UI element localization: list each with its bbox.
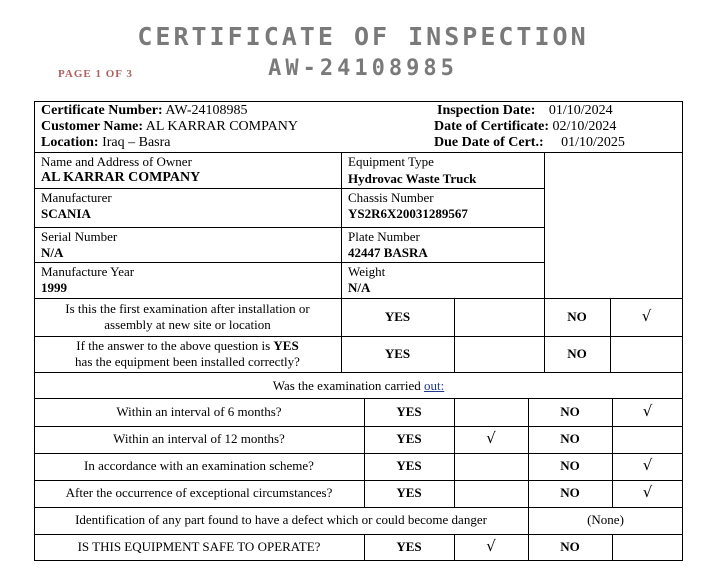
installed-correctly-question [34,338,341,370]
interval-6-no: NO [560,404,580,419]
customer-name-value: AL KARRAR COMPANY [145,119,298,134]
first-exam-yes: YES [384,309,411,324]
first-exam-question [34,301,341,333]
scheme-question: In accordance with an examination scheme? [84,458,314,473]
interval-12-no: NO [560,431,580,446]
defect-question: Identification of any part found to have a defect which or could become danger [75,512,487,527]
exam-heading-link: out: [424,378,445,393]
safe-yes: YES [396,539,422,554]
certificate-date-value: 02/10/2024 [552,119,617,134]
safe-question: IS THIS EQUIPMENT SAFE TO OPERATE? [77,539,321,554]
page-label: PAGE 1 OF 3 [58,68,133,80]
customer-name-row [41,119,298,135]
due-date-label: Due Date of Cert.: [434,135,544,150]
exam-heading [34,378,683,394]
certificate-id-heading: AW-24108985 [268,56,458,81]
exam-heading-text: Was the examination carried [272,378,425,393]
certificate-date-row [434,119,616,135]
equipment-type-label: Equipment Type [348,154,434,169]
certificate-number-label: Certificate Number: [41,103,163,118]
inspection-date-label: Inspection Date: [437,103,536,118]
safe-no: NO [560,539,580,554]
defect-answer: (None) [587,512,624,527]
owner-value: AL KARRAR COMPANY [41,170,201,185]
first-exam-question-line2: assembly at new site or location [104,317,271,332]
interval-12-yes-check: √ [486,429,496,447]
serial-label: Serial Number [41,229,118,244]
inspection-date-value: 01/10/2024 [548,103,613,118]
year-label: Manufacture Year [41,264,135,279]
weight-value: N/A [348,280,371,295]
scheme-no-check: √ [642,456,653,474]
owner-label: Name and Address of Owner [41,154,192,169]
first-exam-question-line1: Is this the first examination after installation or [65,301,310,316]
interval-6-question: Within an interval of 6 months? [116,404,282,419]
location-label: Location: [41,135,99,150]
interval-12-question: Within an interval of 12 months? [113,431,285,446]
exceptional-no-check: √ [642,483,653,501]
year-value: 1999 [41,280,67,295]
exceptional-no: NO [560,485,580,500]
plate-label: Plate Number [348,229,420,244]
safe-yes-check: √ [486,537,496,555]
manufacturer-label: Manufacturer [41,190,112,205]
weight-label: Weight [348,264,386,279]
certificate-number-row [41,103,248,119]
installed-correctly-no: NO [567,346,587,361]
plate-value: 42447 BASRA [348,245,428,260]
location-row [41,135,170,151]
certificate-number-value: AW-24108985 [165,103,248,118]
first-exam-no-check: √ [641,307,652,325]
installed-correctly-yes: YES [384,346,411,361]
installed-correctly-line1-yes: YES [273,338,299,353]
interval-6-yes: YES [396,404,422,419]
installed-correctly-line1-text: If the answer to the above question is [76,338,274,353]
certificate-date-label: Date of Certificate: [434,119,550,134]
location-value: Iraq – Basra [102,135,171,150]
chassis-value: YS2R6X20031289567 [348,206,468,221]
scheme-yes: YES [396,458,422,473]
scheme-no: NO [560,458,580,473]
customer-name-label: Customer Name: [41,119,143,134]
first-exam-no: NO [567,309,587,324]
interval-6-no-check: √ [642,402,653,420]
manufacturer-value: SCANIA [41,206,91,221]
exceptional-yes: YES [396,485,422,500]
installed-correctly-line2: has the equipment been installed correctly? [75,354,300,369]
inspection-date-row [437,103,613,119]
certificate-title: CERTIFICATE OF INSPECTION [137,22,589,51]
exceptional-question: After the occurrence of exceptional circumstances? [65,485,333,500]
due-date-value: 01/10/2025 [561,135,625,150]
equipment-type-value: Hydrovac Waste Truck [348,171,477,186]
installed-correctly-line1 [34,338,341,354]
chassis-label: Chassis Number [348,190,434,205]
interval-12-yes: YES [396,431,422,446]
due-date-row [434,135,625,151]
serial-value: N/A [41,245,64,260]
